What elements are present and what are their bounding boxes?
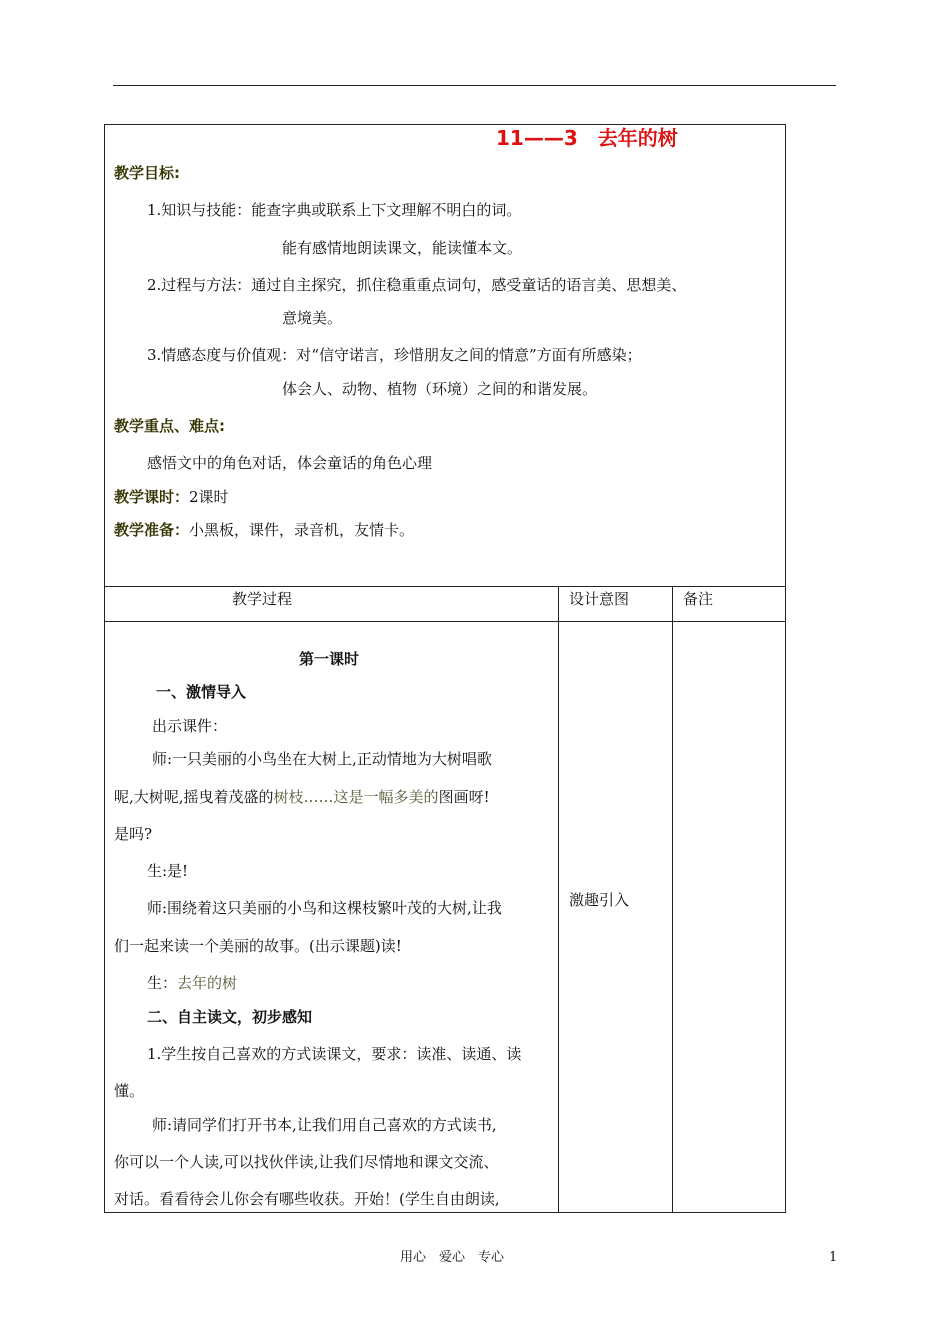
footer-text: 用心 爱心 专心 bbox=[400, 1250, 505, 1265]
header-rule bbox=[113, 85, 836, 86]
goal-line: 意境美。 bbox=[282, 309, 343, 327]
text-run: 图画呀! bbox=[438, 788, 490, 806]
column-divider bbox=[672, 586, 673, 1212]
section-heading: 一、激情导入 bbox=[156, 683, 247, 701]
text-run: 呢,大树呢,摇曳着茂盛的 bbox=[114, 788, 274, 806]
prep-line bbox=[114, 520, 414, 540]
key-heading: 教学重点、难点: bbox=[114, 417, 225, 435]
body-line: 出示课件： bbox=[152, 717, 228, 735]
session-heading: 第一课时 bbox=[299, 650, 360, 668]
hours-label: 教学课时： bbox=[114, 488, 190, 506]
body-line: 1.学生按自己喜欢的方式读课文，要求：读准、读通、读 bbox=[147, 1045, 522, 1063]
goal-line: 能有感情地朗读课文，能读懂本文。 bbox=[282, 239, 523, 257]
body-line bbox=[147, 973, 237, 993]
column-header-process: 教学过程 bbox=[232, 590, 293, 608]
page-number: 1 bbox=[829, 1250, 838, 1265]
goal-line: 2.过程与方法：通过自主探究，抓住稳重重点词句，感受童话的语言美、思想美、 bbox=[147, 276, 687, 294]
page-title: 11——3 去年的树 bbox=[496, 126, 678, 150]
goal-line: 1.知识与技能：能查字典或联系上下文理解不明白的词。 bbox=[147, 201, 522, 219]
body-line: 师:请同学们打开书本,让我们用自己喜欢的方式读书, bbox=[152, 1116, 497, 1134]
body-line: 你可以一个人读,可以找伙伴读,让我们尽情地和课文交流、 bbox=[114, 1153, 499, 1171]
hours-line bbox=[114, 487, 229, 507]
goals-heading: 教学目标: bbox=[114, 164, 180, 182]
goal-line: 体会人、动物、植物（环境）之间的和谐发展。 bbox=[282, 380, 598, 398]
goal-line: 3.情感态度与价值观：对“信守诺言，珍惜朋友之间的情意”方面有所感染； bbox=[147, 346, 642, 364]
body-line: 师:围绕着这只美丽的小鸟和这棵枝繁叶茂的大树,让我 bbox=[147, 899, 502, 917]
body-line: 懂。 bbox=[114, 1082, 145, 1100]
highlight-run: 去年的树 bbox=[177, 974, 238, 992]
column-header-notes: 备注 bbox=[683, 590, 714, 608]
design-note: 激趣引入 bbox=[569, 891, 630, 909]
body-line: 对话。看看待会儿你会有哪些收获。开始！(学生自由朗读, bbox=[114, 1190, 500, 1208]
prep-value: 小黑板，课件，录音机，友情卡。 bbox=[189, 521, 415, 539]
body-line bbox=[114, 787, 490, 807]
body-line: 们一起来读一个美丽的故事。(出示课题)读! bbox=[114, 937, 402, 955]
highlight-run: 树枝……这是一幅多美的 bbox=[273, 788, 439, 806]
body-line: 生:是! bbox=[147, 862, 189, 880]
table-divider bbox=[104, 621, 785, 622]
section-heading: 二、自主读文，初步感知 bbox=[147, 1008, 313, 1026]
prep-label: 教学准备： bbox=[114, 521, 190, 539]
column-divider bbox=[558, 586, 559, 1212]
table-divider bbox=[104, 586, 785, 587]
body-line: 师:一只美丽的小鸟坐在大树上,正动情地为大树唱歌 bbox=[152, 750, 492, 768]
hours-value: 2课时 bbox=[189, 488, 229, 506]
column-header-design: 设计意图 bbox=[569, 590, 630, 608]
key-text: 感悟文中的角色对话，体会童话的角色心理 bbox=[147, 454, 433, 472]
body-line: 是吗? bbox=[114, 825, 153, 843]
text-run: 生： bbox=[147, 974, 178, 992]
